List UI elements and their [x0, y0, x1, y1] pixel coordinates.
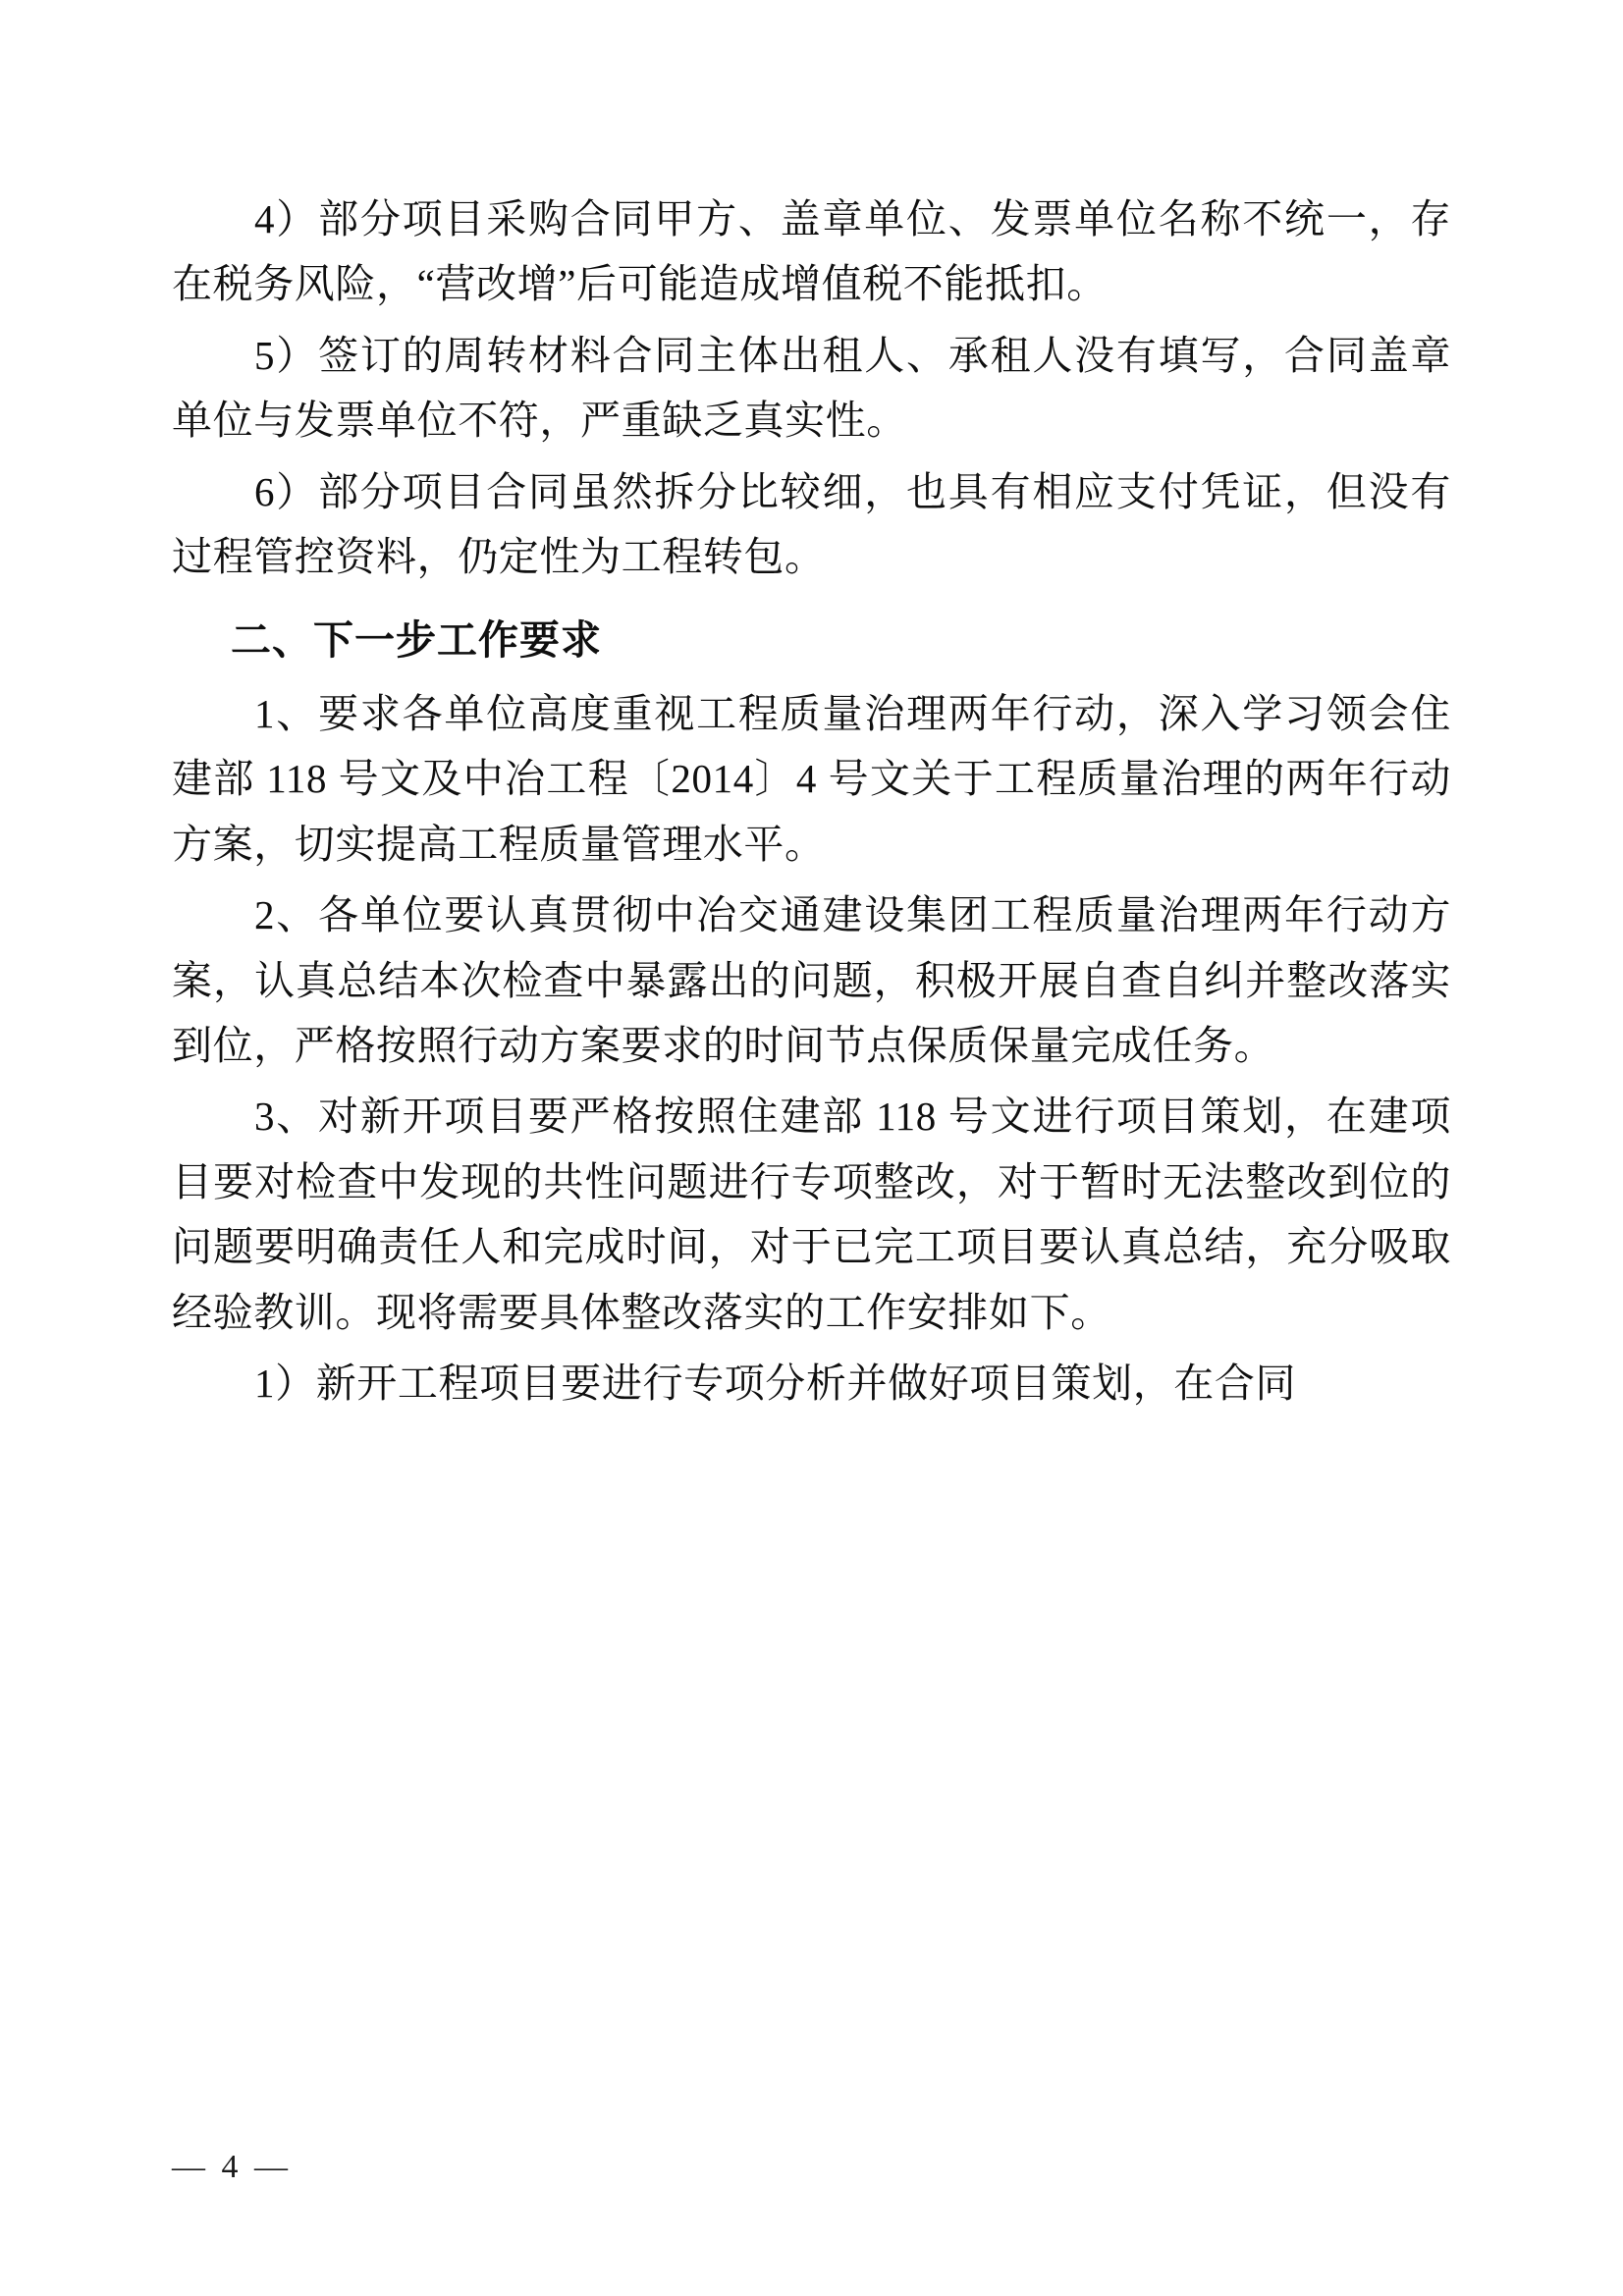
paragraph-req-3-1: 1）新开工程项目要进行专项分析并做好项目策划，在合同 — [254, 1361, 1297, 1406]
paragraph-item-4: 4）部分项目采购合同甲方、盖章单位、发票单位名称不统一，存在税务风险，“营改增”后可能造成增值税不能抵扣。 — [172, 196, 1451, 307]
page-number: — 4 — — [172, 2149, 292, 2185]
paragraph-req-1: 1、要求各单位高度重视工程质量治理两年行动，深入学习领会住建部 118 号文及中冶工程〔2014〕4 号文关于工程质量治理的两年行动方案，切实提高工程质量管理水平。 — [172, 690, 1451, 867]
section-heading: 二、下一步工作要求 — [231, 616, 602, 665]
document-body — [172, 187, 1451, 1415]
paragraph-item-6: 6）部分项目合同虽然拆分比较细，也具有相应支付凭证，但没有过程管控资料，仍定性为工程转包。 — [172, 468, 1451, 580]
paragraph-req-2: 2、各单位要认真贯彻中冶交通建设集团工程质量治理两年行动方案，认真总结本次检查中暴露出的问题，积极开展自查自纠并整改落实到位，严格按照行动方案要求的时间节点保质保量完成任务。 — [172, 892, 1451, 1068]
paragraph-req-3: 3、对新开项目要严格按照住建部 118 号文进行项目策划，在建项目要对检查中发现的共性问题进行专项整改，对于暂时无法整改到位的问题要明确责任人和完成时间，对于已完工项目要认真总结，充分吸取经验教训。现将需要具体整改落实的工作安排如下。 — [172, 1094, 1451, 1335]
paragraph-item-5: 5）签订的周转材料合同主体出租人、承租人没有填写，合同盖章单位与发票单位不符，严重缺乏真实性。 — [172, 332, 1451, 444]
